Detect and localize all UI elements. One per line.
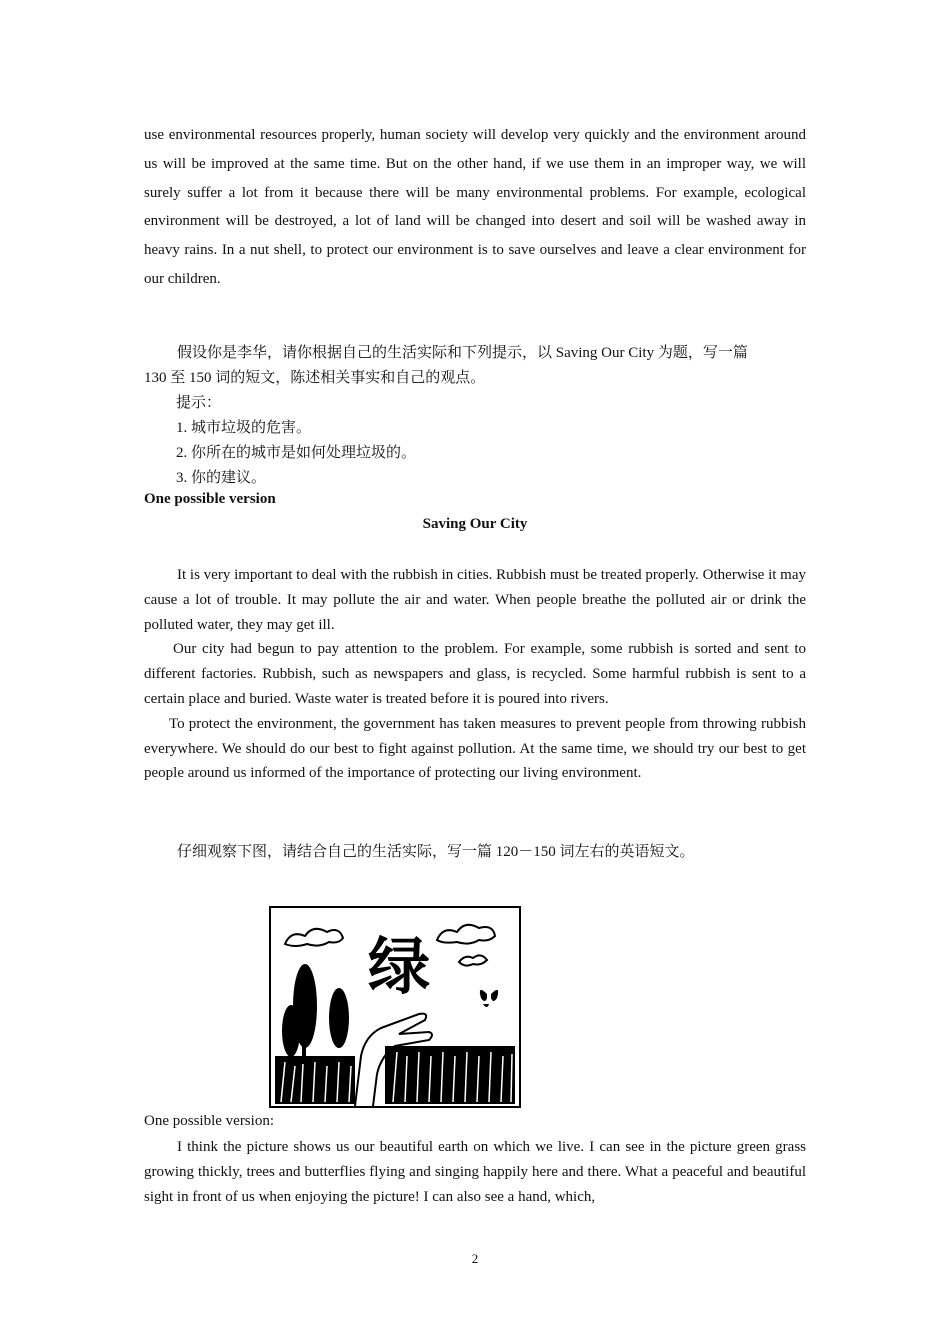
essay-paragraph: It is very important to deal with the rubbish in cities. Rubbish must be treated properly. Otherwise it may cause a lot of trouble. It may pollute the air and water. When people breathe the polluted air or drink the polluted water, they may get ill. [144, 567, 806, 633]
hint-label: 提示： [176, 395, 222, 411]
essay-title: Saving Our City [422, 516, 528, 532]
essay-body [144, 563, 806, 786]
hint-item: 2. 你所在的城市是如何处理垃圾的。 [176, 445, 417, 461]
version-label: One possible version [144, 491, 276, 507]
essay-paragraph: To protect the environment, the government has taken measures to prevent people from throwing rubbish everywhere. We should do our best to fight against pollution. At the same time, we should try our best to get people around us informed of the importance of protecting our living environment. [144, 715, 806, 782]
green-picture [269, 906, 521, 1108]
essay-paragraph: Our city had begun to pay attention to the problem. For example, some rubbish is sorted and sent to different factories. Rubbish, such as newspapers and glass, is recycled. Some harmful rubbish is sent to a certain place and buried. Waste water is treated before it is poured into rivers. [144, 641, 806, 707]
page-number: 2 [471, 1251, 479, 1266]
version-label: One possible version: [144, 1113, 274, 1129]
hint-item: 1. 城市垃圾的危害。 [176, 420, 312, 436]
paragraph-environment: use environmental resources properly, human society will develop very quickly and the environment around us will be improved at the same time. But on the other hand, if we use them in an improper way, we will surely suffer a lot from it because there will be many environmental problems. For example, ecological environment will be destroyed, a lot of land will be changed into desert and soil will be washed away in heavy rains. In a nut shell, to protect our environment is to save ourselves and leave a clear environment for our children. [144, 127, 806, 287]
task1-prompt-line1: 假设你是李华，请你根据自己的生活实际和下列提示，以 Saving Our City 为题，写一篇 [177, 345, 748, 361]
task2-prompt: 仔细观察下图，请结合自己的生活实际，写一篇 120－150 词左右的英语短文。 [177, 844, 695, 860]
task1-prompt-line2: 130 至 150 词的短文，陈述相关事实和自己的观点。 [144, 370, 486, 386]
essay-paragraph: I think the picture shows us our beautiful earth on which we live. I can see in the picture green grass growing thickly, trees and butterflies flying and singing happily here and there. What a peaceful and beautiful sight in front of us when enjoying the picture! I can also see a hand, which, [144, 1139, 806, 1205]
green-character: 绿 [367, 930, 431, 1003]
hint-item: 3. 你的建议。 [176, 470, 267, 486]
